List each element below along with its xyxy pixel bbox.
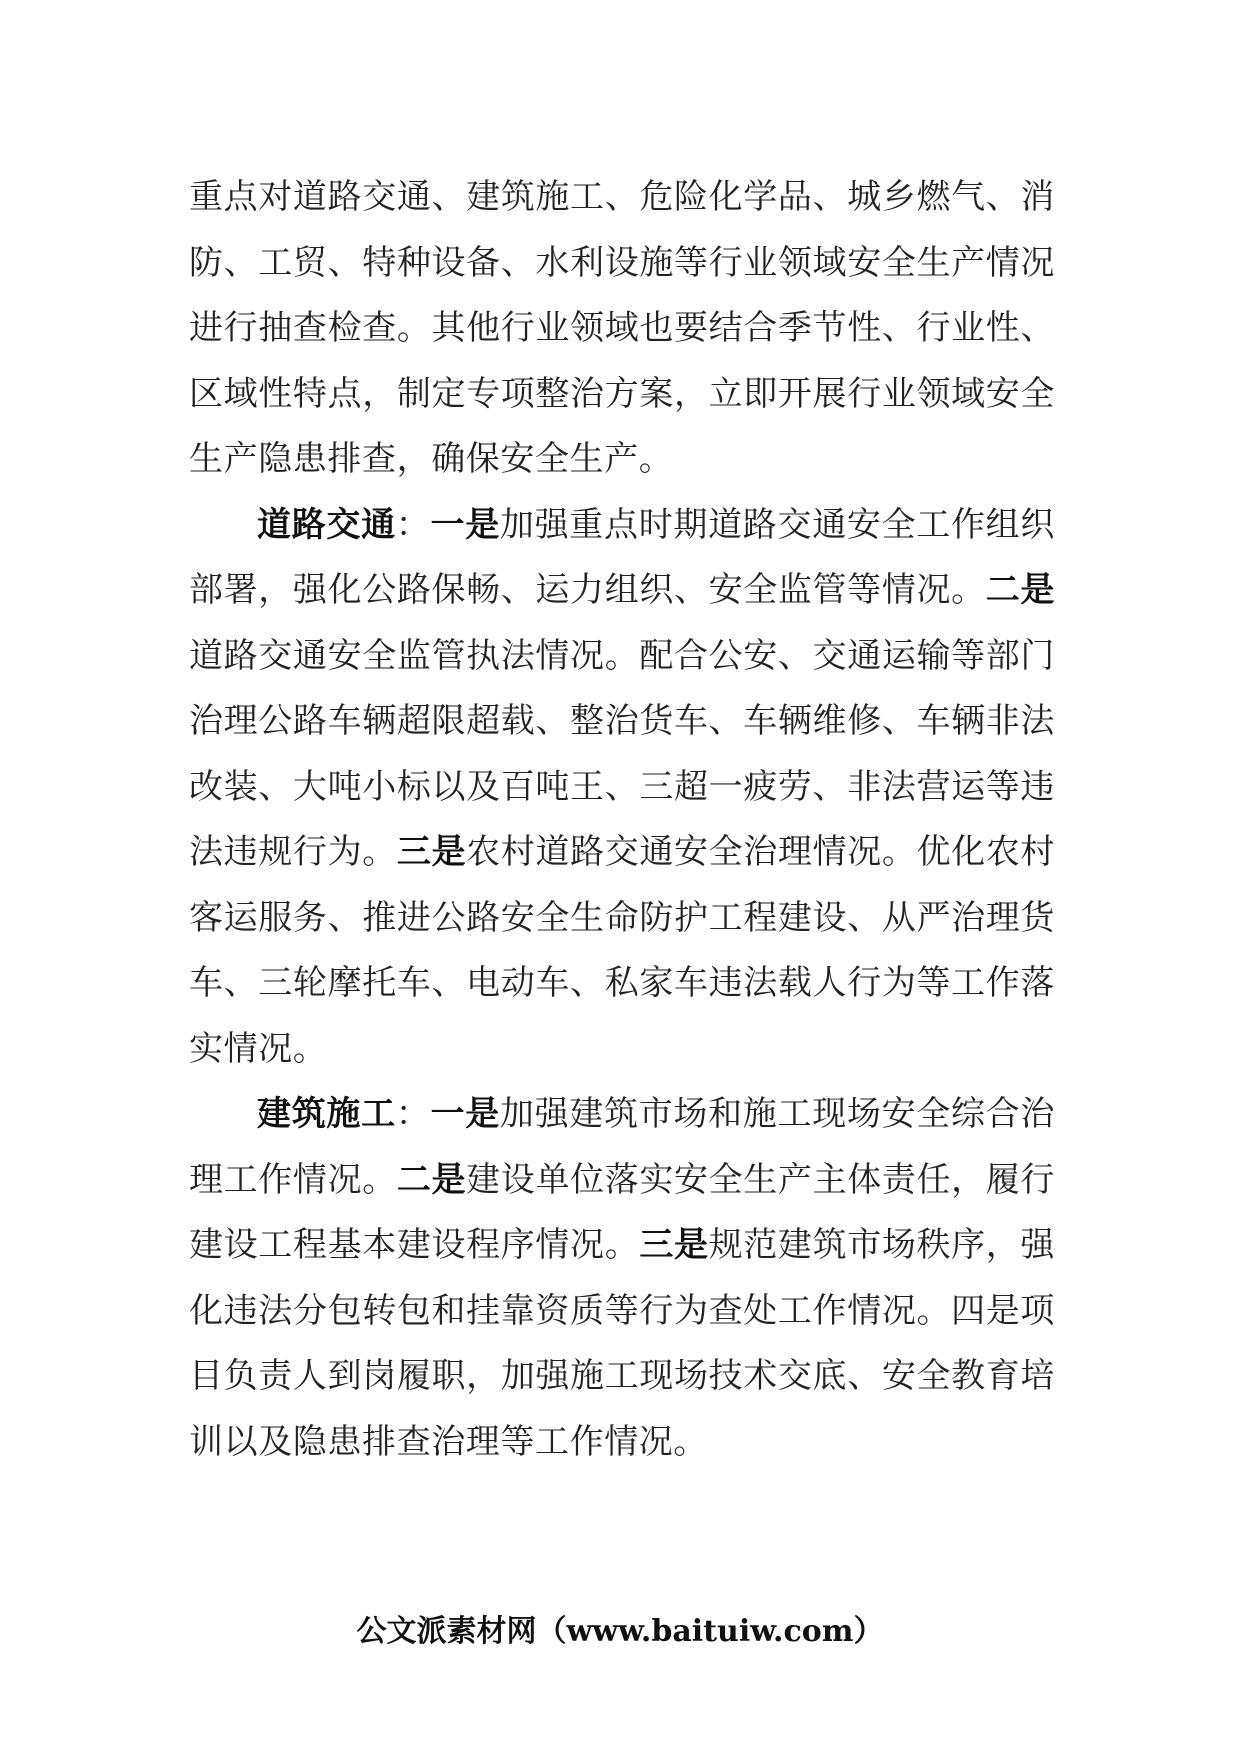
item-marker-3: 三是: [639, 1225, 709, 1265]
item-text-2: 建设单位落实安全生产主体责任，履行建设工程基本建设程序情况。: [189, 1159, 1056, 1265]
item-marker-1: 一是: [430, 1094, 500, 1134]
paragraph-construction: [189, 1082, 1055, 1475]
item-marker-3: 三是: [396, 832, 467, 872]
paragraph-text: 重点对道路交通、建筑施工、危险化学品、城乡燃气、消防、工贸、特种设备、水利设施等行业领域安全生产情况进行抽查检查。其他行业领域也要结合季节性、行业性、区域性特点，制定专项整治方案，立即开展行业领域安全生产隐患排查，确保安全生产。: [189, 177, 1055, 479]
item-text-1: 加强建筑市场和施工现场安全综合治理工作情况。: [189, 1094, 1055, 1200]
section-heading-construction: 建筑施工: [257, 1094, 396, 1134]
page-footer: 公文派素材网（www.baituiw.com）: [356, 1614, 884, 1649]
section-heading-road-traffic: 道路交通: [257, 504, 396, 545]
heading-separator: ：: [395, 504, 431, 545]
item-marker-1: 一是: [430, 504, 500, 545]
item-marker-2: 二是: [396, 1159, 467, 1200]
item-text-3: 规范建筑市场秩序，强化违法分包转包和挂靠资质等行为查处工作情况。四是项目负责人到岗履职，加强施工现场技术交底、安全教育培训以及隐患排查治理等工作情况。: [189, 1225, 1056, 1462]
paragraph-inspection-scope: [189, 165, 1055, 493]
heading-separator: ：: [395, 1094, 431, 1134]
paragraph-road-traffic: [189, 493, 1055, 1083]
item-text-1: 加强重点时期道路交通安全工作组织部署，强化公路保畅、运力组织、安全监管等情况。: [189, 504, 1055, 610]
document-body: [189, 165, 1055, 1475]
item-text-3: 农村道路交通安全治理情况。优化农村客运服务、推进公路安全生命防护工程建设、从严治理货车、三轮摩托车、电动车、私家车违法载人行为等工作落实情况。: [189, 832, 1056, 1069]
item-text-2: 道路交通安全监管执法情况。配合公安、交通运输等部门治理公路车辆超限超载、整治货车、车辆维修、车辆非法改装、大吨小标以及百吨王、三超一疲劳、非法营运等违法违规行为。: [189, 635, 1055, 872]
item-marker-2: 二是: [985, 570, 1055, 610]
